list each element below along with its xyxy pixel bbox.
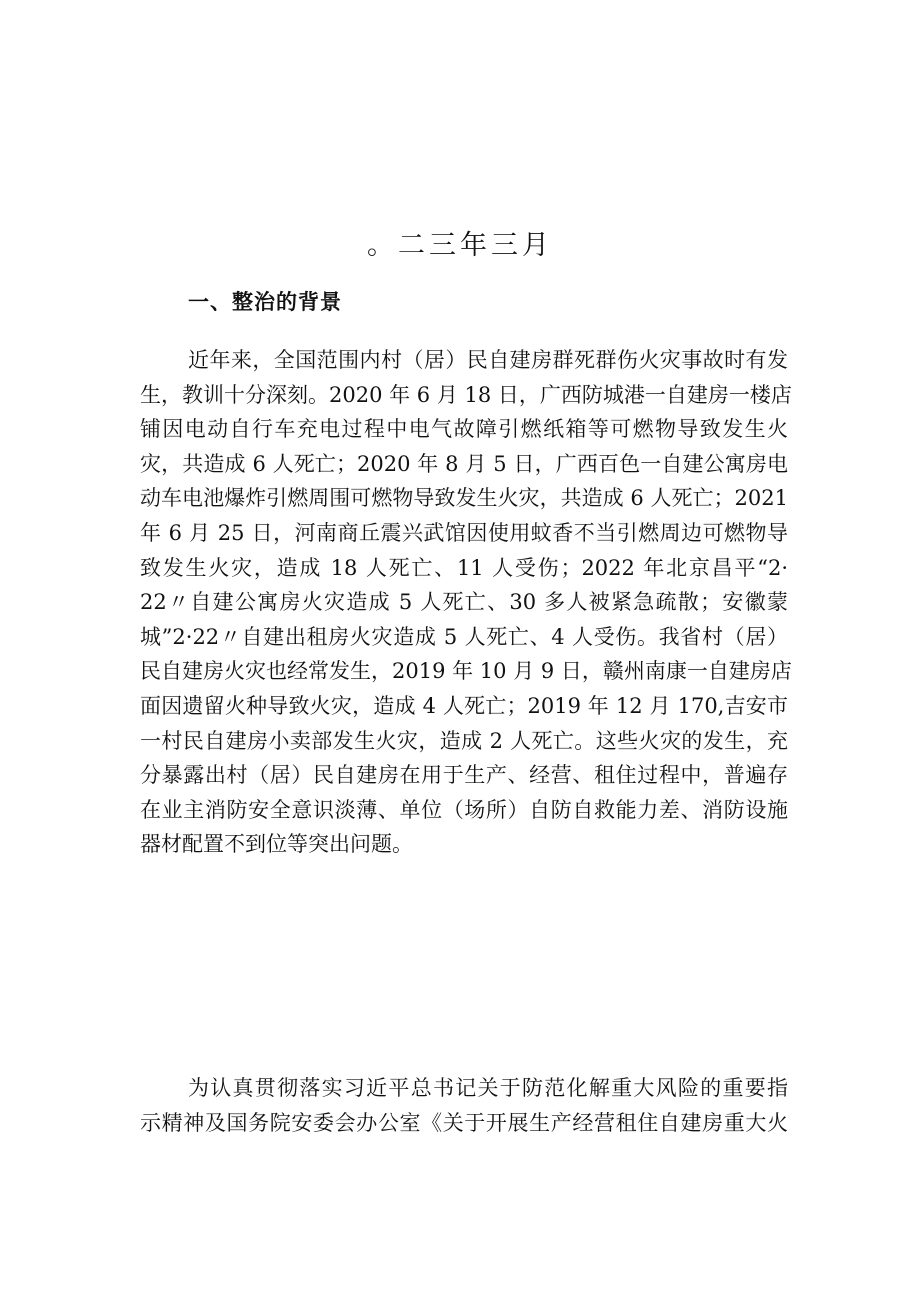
paragraph-line: 22〃自建公寓房火灾造成 5 人死亡、30 多人被紧急疏散；安徽蒙: [140, 590, 788, 615]
policy-paragraph: [140, 1071, 788, 1140]
paragraph-line: 在业主消防安全意识淡薄、单位（场所）自防自救能力差、消防设施: [140, 797, 788, 822]
paragraph-line: 致发生火灾，造成 18 人死亡、11 人受伤；2022 年北京昌平“2·: [140, 555, 788, 580]
paragraph-line: 分暴露出村（居）民自建房在用于生产、经营、租住过程中，普遍存: [140, 763, 788, 788]
paragraph-line: 年 6 月 25 日，河南商丘震兴武馆因使用蚊香不当引燃周边可燃物导: [140, 520, 788, 545]
paragraph-line: 动车电池爆炸引燃周围可燃物导致发生火灾，共造成 6 人死亡；2021: [140, 486, 788, 511]
paragraph-line: 铺因电动自行车充电过程中电气故障引燃纸箱等可燃物导致发生火: [140, 417, 788, 442]
background-paragraph: [140, 343, 792, 862]
paragraph-line: 民自建房火灾也经常发生，2019 年 10 月 9 日，赣州南康一自建房店: [140, 659, 792, 684]
paragraph-line: 灾，共造成 6 人死亡；2020 年 8 月 5 日，广西百色一自建公寓房电: [140, 451, 788, 476]
paragraph-line: 器材配置不到位等突出问题。: [140, 832, 413, 857]
paragraph-line: 近年来，全国范围内村（居）民自建房群死群伤火灾事故时有发: [188, 348, 788, 372]
section-heading: 一、整治的背景: [188, 290, 342, 314]
paragraph-line: 城”2·22〃自建出租房火灾造成 5 人死亡、4 人受伤。我省村（居）: [140, 624, 788, 649]
paragraph-line: 一村民自建房小卖部发生火灾，造成 2 人死亡。这些火灾的发生，充: [140, 728, 788, 753]
date-line: 。二三年三月: [367, 230, 553, 261]
paragraph-line: 面因遗留火种导致火灾，造成 4 人死亡；2019 年 12 月 170,吉安市: [140, 693, 788, 718]
paragraph-line: 示精神及国务院安委会办公室《关于开展生产经营租住自建房重大火: [140, 1110, 788, 1135]
paragraph-line: 生，教训十分深刻。2020 年 6 月 18 日，广西防城港一自建房一楼店: [140, 382, 792, 407]
paragraph-line: 为认真贯彻落实习近平总书记关于防范化解重大风险的重要指: [188, 1076, 788, 1100]
